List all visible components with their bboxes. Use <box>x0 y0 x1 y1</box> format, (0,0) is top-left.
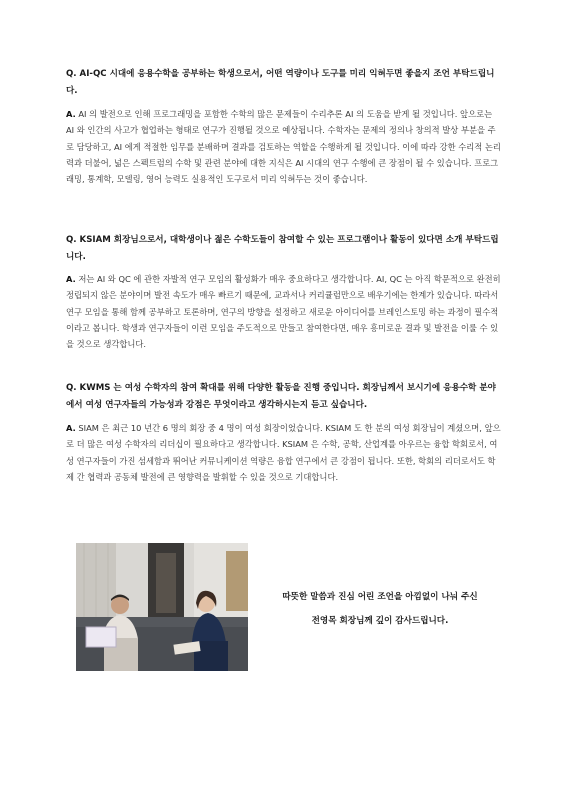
answer-2-text: 저는 AI 와 QC 에 관한 자발적 연구 모임의 활성화가 매우 중요하다고 생각합니다. AI, QC 는 아직 학문적으로 완전히 정립되지 않은 분야이며 발전 속도가 매우 빠르기 때문에, 교과서나 커리큘럼만으로 배우기에는 한계가 있습니다. 따라서 연구 모임을 통해 함께 공부하고 토론하며, 연구의 방향을 설정하고 새로운 아이디어를 브레인스토밍 하는 과정이 필수적이라고 봅니다. 학생과 연구자들이 이런 모임을 주도적으로 만들고 참여한다면, 매우 흥미로운 결과 및 발전을 이룰 수 있을 것으로 생각합니다. <box>66 274 501 350</box>
question-1: Q. AI-QC 시대에 응용수학을 공부하는 학생으로서, 어떤 역량이나 도구를 미리 익혀두면 좋을지 조언 부탁드립니다. <box>66 69 495 96</box>
interview-photo-illustration <box>76 543 248 671</box>
answer-prefix: A. <box>66 109 76 119</box>
closing-line-2: 전영목 회장님께 깊이 감사드립니다. <box>311 616 449 626</box>
answer-prefix: A. <box>66 423 76 433</box>
answer-3 <box>66 420 502 485</box>
interview-photo <box>76 543 248 671</box>
answer-3-text: SIAM 은 최근 10 년간 6 명의 회장 중 4 명이 여성 회장이었습니다. KSIAM 도 한 분의 여성 회장님이 계셨으며, 앞으로 더 많은 여성 수학자의 리더십이 필요하다고 생각합니다. KSIAM 은 수학, 공학, 산업계를 아우르는 융합 학회로서, 여성 연구자들이 가진 섬세함과 뛰어난 커뮤니케이션 역량은 융합 연구에서 큰 강점이 됩니다. 또한, 학회의 리더로서도 학제 간 협력과 공동체 발전에 큰 영향력을 발휘할 수 있을 것으로 기대합니다. <box>66 423 501 482</box>
answer-1-text: AI 의 발전으로 인해 프로그래밍을 포함한 수학의 많은 문제들이 수리추론 AI 의 도움을 받게 될 것입니다. 앞으로는 AI 와 인간의 사고가 협업하는 형태로 연구가 진행될 것으로 예상됩니다. 수학자는 문제의 정의나 창의적 발상 부분을 주로 담당하고, AI 에게 적절한 임무를 분배하며 결과를 검토하는 역할을 수행하게 될 것입니다. 이에 따라 강한 수리적 논리력과 더불어, 넓은 스펙트럼의 수학 및 관련 분야에 대한 지식은 AI 시대의 연구 수행에 큰 장점이 될 수 있습니다. 프로그래밍, 통계학, 모델링, 영어 능력도 실용적인 도구로서 미리 익혀두는 것이 좋습니다. <box>66 109 501 185</box>
answer-prefix: A. <box>66 274 76 284</box>
closing-line-1: 따뜻한 말씀과 진심 어린 조언을 아낌없이 나눠 주신 <box>282 592 478 602</box>
answer-1 <box>66 106 502 187</box>
question-3: Q. KWMS 는 여성 수학자의 참여 확대를 위해 다양한 활동을 진행 중입니다. 회장님께서 보시기에 응용수학 분야에서 여성 연구자들의 가능성과 강점은 무엇이라고 생각하시는지 듣고 싶습니다. <box>66 383 496 410</box>
answer-2 <box>66 271 502 352</box>
question-2: Q. KSIAM 회장님으로서, 대학생이나 젊은 수학도들이 참여할 수 있는 프로그램이나 활동이 있다면 소개 부탁드립니다. <box>66 235 499 262</box>
